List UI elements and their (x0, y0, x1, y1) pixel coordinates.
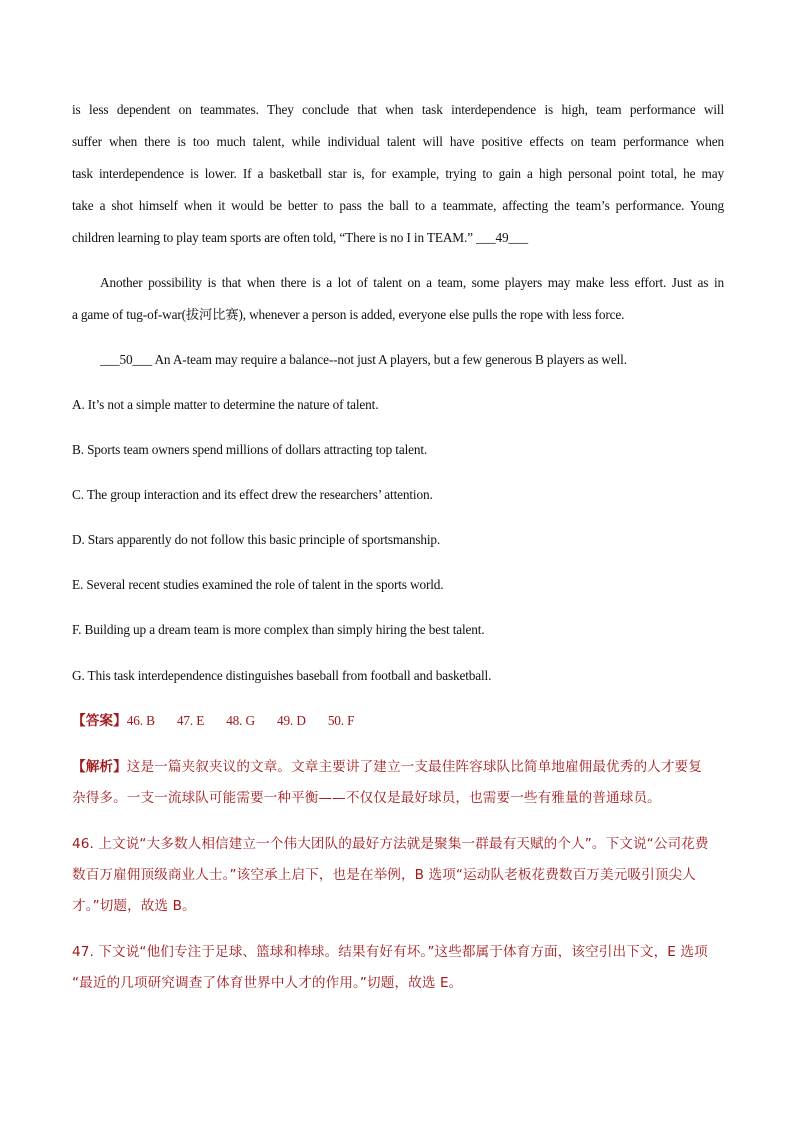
answer-item: 49. D (277, 713, 306, 728)
analysis-line: 杂得多。一支一流球队可能需要一种平衡——不仅仅是最好球员，也需要一些有雅量的普通球员。 (72, 790, 661, 806)
analysis-text: 这是一篇夹叙夹议的文章。文章主要讲了建立一支最佳阵容球队比简单地雇佣最优秀的人才要复 (126, 759, 702, 775)
passage-text: children learning to play team sports are often told, “There is no I in TEAM.” (72, 230, 473, 245)
passage-line: suffer when there is too much talent, while individual talent will have positive effects on team performance when (72, 134, 724, 149)
q46-line: 才。”切题，故选 B。 (72, 898, 196, 914)
answer-item: 46. B (126, 713, 155, 728)
blank-50: ___50___ (100, 352, 152, 367)
answer-label: 【答案】 (72, 713, 127, 729)
option-a: A. It’s not a simple matter to determine the nature of talent. (72, 397, 379, 412)
passage-line: Another possibility is that when there is a lot of talent on a team, some players may make less effort. Just as in (100, 275, 724, 290)
passage-line: is less dependent on teammates. They conclude that when task interdependence is high, team performance will (72, 102, 724, 117)
option-b: B. Sports team owners spend millions of dollars attracting top talent. (72, 442, 428, 457)
analysis-label: 【解析】 (72, 759, 127, 775)
passage-line: take a shot himself when it would be better to pass the ball to a teammate, affecting the team’s performance. Young (72, 198, 724, 213)
answer-item: 47. E (176, 713, 205, 728)
option-e: E. Several recent studies examined the role of talent in the sports world. (72, 577, 444, 592)
passage-line: task interdependence is lower. If a basketball star is, for example, trying to gain a high personal point total, he may (72, 166, 724, 181)
passage-line: a game of tug-of-war(拔河比赛), whenever a person is added, everyone else pulls the rope with less force. (72, 307, 625, 322)
blank-49: ___49___ (476, 230, 529, 245)
passage-text: An A-team may require a balance--not just A players, but a few generous B players as well. (154, 352, 627, 367)
option-f: F. Building up a dream team is more complex than simply hiring the best talent. (72, 622, 485, 637)
q46-line: 46. 上文说“大多数人相信建立一个伟大团队的最好方法就是聚集一群最有天赋的个人”。下文说“公司花费 (72, 836, 709, 852)
analysis-line (72, 758, 724, 776)
passage-line (100, 351, 724, 369)
q46-line: 数百万雇佣顶级商业人士。”该空承上启下，也是在举例，B 选项“运动队老板花费数百万美元吸引顶尖人 (72, 867, 696, 883)
answer-item: 48. G (226, 713, 255, 728)
option-g: G. This task interdependence distinguishes baseball from football and basketball. (72, 668, 492, 683)
q47-line: “最近的几项研究调查了体育世界中人才的作用。”切题，故选 E。 (72, 975, 463, 991)
answer-item: 50. F (327, 713, 355, 728)
option-c: C. The group interaction and its effect drew the researchers’ attention. (72, 487, 433, 502)
answer-key (72, 712, 724, 730)
q47-line: 47. 下文说“他们专注于足球、篮球和棒球。结果有好有坏。”这些都属于体育方面，该空引出下文，E 选项 (72, 944, 708, 960)
passage-line (72, 229, 724, 247)
option-d: D. Stars apparently do not follow this basic principle of sportsmanship. (72, 532, 441, 547)
